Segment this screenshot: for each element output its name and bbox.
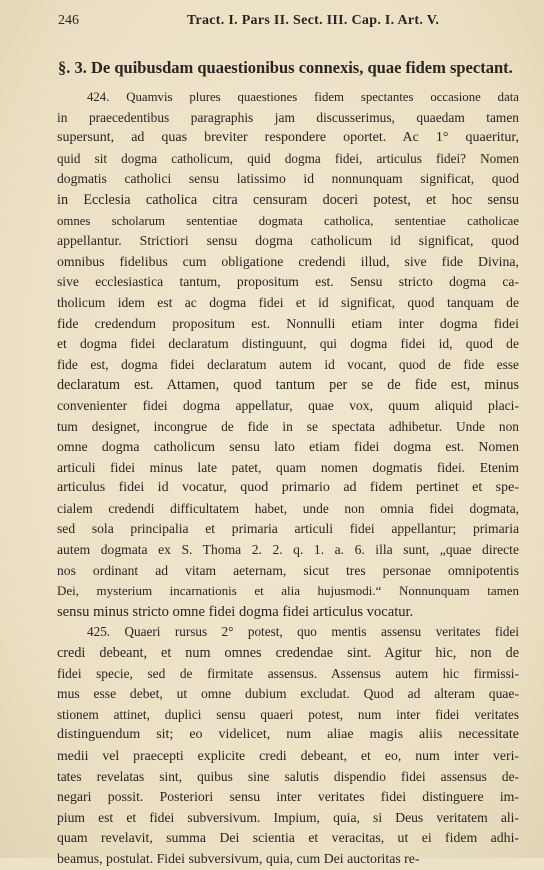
text-line: 425. Quaeri rursus 2° potest, quo mentis assensu veritates fidei <box>87 624 519 640</box>
text-line: omne dogma catholicum sensu lato etiam fidei dogma est. Nomen <box>57 439 519 455</box>
text-line: fide credendum propositum est. Nonnulli etiam inter dogma fidei <box>57 315 519 331</box>
text-line: omnes scholarum sententiae dogmata catholica, sententiae catholicae <box>57 213 519 228</box>
text-line: declaratum est. Attamen, quod tantum per se de fide est, minus <box>57 377 519 394</box>
running-head <box>58 13 498 33</box>
text-line: autem dogmata ex S. Thoma 2. 2. q. 1. a. 6. illa sunt, „quae directe <box>57 542 519 558</box>
text-line: sed sola principalia et primaria articuli fidei appellantur; primaria <box>57 521 519 537</box>
text-line: sive ecclesiastica tantum, propositum est. Sensu stricto dogma ca- <box>57 274 519 290</box>
text-line: pium est et fidei subversivum. Impium, quia, si Deus veritatem ali- <box>57 809 519 825</box>
text-line: appellantur. Strictiori sensu dogma catholicum id significat, quod <box>57 233 519 249</box>
text-line: fide est, dogma fidei declaratum autem id vocant, quod de fide esse <box>57 356 519 372</box>
text-line: dogmatis catholici sensu latissimo id nonnunquam significat, quod <box>57 171 519 187</box>
text-line: tholicum idem est ac dogma fidei et id significat, quod tanquam de <box>57 294 519 310</box>
text-line: 424. Quamvis plures quaestiones fidem spectantes occasione data <box>87 90 519 104</box>
text-line: et dogma fidei declaratum distinguunt, qui dogma fidei id, quod de <box>57 336 519 352</box>
text-line: nos ordinant ad vitam aeternam, sicut tres personae omnipotentis <box>57 562 519 578</box>
text-line: tates revelatas sint, quibus sine salutis dispendio fidei assensus de- <box>57 768 519 784</box>
paragraph <box>57 87 519 622</box>
text-line: articuli fidei minus late patet, quam nomen dogmatis fidei. Etenim <box>57 459 519 475</box>
text-line: convenienter fidei dogma appellatur, quae vox, quum aliquid placi- <box>57 397 519 413</box>
page-number: 246 <box>58 13 79 28</box>
text-line: omnibus fidelibus cum obligatione credendi illud, sive fide Divina, <box>57 253 519 269</box>
text-line: sensu minus stricto omne fidei dogma fidei articulus vocatur. <box>57 603 414 620</box>
text-line: beamus, postulat. Fidei subversivum, quia, cum Dei auctoritas re- <box>57 850 420 866</box>
text-line: in praecedentibus paragraphis jam discusserimus, quaedam tamen <box>57 109 519 125</box>
body-text <box>57 87 519 870</box>
text-line: mus esse debet, ut omne dubium excludat. Quod ad alteram quae- <box>57 686 519 702</box>
text-line: in Ecclesia catholica citra censuram doceri potest, et hoc sensu <box>57 191 519 208</box>
text-line: tum designet, incongrue de fide in se spectata adhibetur. Unde non <box>57 418 519 434</box>
text-line: distinguendum sit; eo videlicet, num aliae magis aliis necessitate <box>57 727 519 743</box>
text-line: quid sit dogma catholicum, quid dogma fidei, articulus fidei? Nomen <box>57 150 519 166</box>
text-line: quam revelavit, summa Dei scientia et veracitas, ut ei fidem adhi- <box>57 830 519 846</box>
text-line: articulus fidei id vocatur, quod primario ad fidem pertinet et spe- <box>57 480 519 496</box>
text-line: supersunt, ad quas breviter respondere oportet. Ac 1° quaeritur, <box>57 130 519 146</box>
section-title: §. 3. De quibusdam quaestionibus connexis, quae fidem spectant. <box>58 58 513 77</box>
text-line: Dei, mysterium incarnationis et alia hujusmodi.“ Nonnunquam tamen <box>57 583 519 599</box>
text-line: negari possit. Posteriori sensu inter veritates fidei distinguere im- <box>57 789 519 805</box>
paragraph <box>57 622 519 869</box>
text-line: cialem credendi difficultatem habet, unde non omnia fidei dogmata, <box>57 500 519 516</box>
text-line: credi debeant, et num omnes credendae sint. Agitur hic, non de <box>57 645 519 662</box>
text-line: medii vel praecepti explicite credi debeant, et eo, num inter veri- <box>57 748 519 763</box>
text-line: stionem attinet, duplici sensu quaeri potest, num inter fidei veritates <box>57 706 519 722</box>
running-title: Tract. I. Pars II. Sect. III. Cap. I. Art. V. <box>186 13 440 28</box>
text-line: fidei specie, sed de firmitate assensus. Assensus autem hic firmissi- <box>57 665 519 681</box>
